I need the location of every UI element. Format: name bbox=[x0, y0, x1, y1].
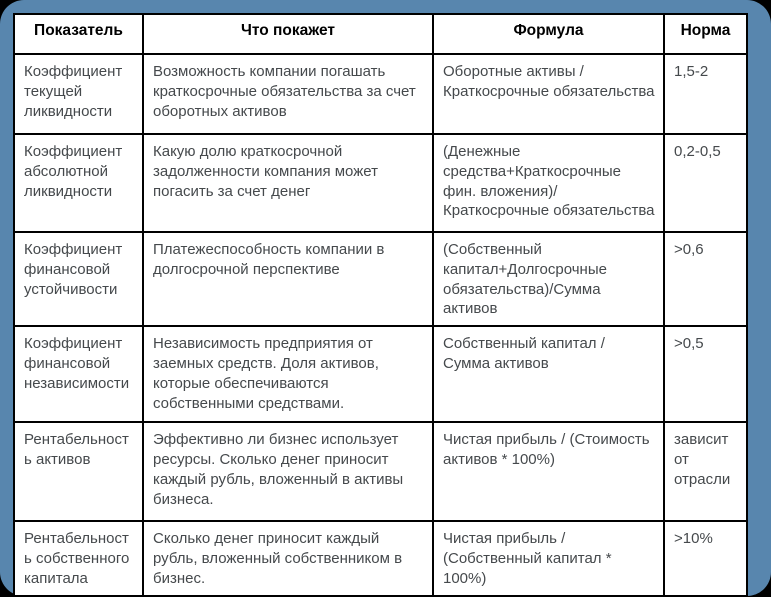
cell-norm: >0,5 bbox=[664, 326, 747, 422]
cell-shows: Независимость предприятия от заемных средств. Доля активов, которые обеспечиваются собственными средствами. bbox=[143, 326, 433, 422]
column-header-shows: Что покажет bbox=[143, 14, 433, 54]
column-header-formula: Формула bbox=[433, 14, 664, 54]
cell-formula: (Собственный капитал+Долгосрочные обязательства)/Сумма активов bbox=[433, 232, 664, 326]
table-body bbox=[14, 54, 747, 596]
cell-formula: Собственный капитал / Сумма активов bbox=[433, 326, 664, 422]
table-row bbox=[14, 134, 747, 232]
header-row bbox=[14, 14, 747, 54]
cell-shows: Какую долю краткосрочной задолженности компания может погасить за счет денег bbox=[143, 134, 433, 232]
cell-norm: зависит от отрасли bbox=[664, 422, 747, 521]
cell-formula: Чистая прибыль / (Стоимость активов * 100%) bbox=[433, 422, 664, 521]
table-row bbox=[14, 422, 747, 521]
cell-norm: >10% bbox=[664, 521, 747, 595]
column-header-indicator: Показатель bbox=[14, 14, 143, 54]
table-row bbox=[14, 232, 747, 326]
cell-indicator: Коэффициент абсолютной ликвидности bbox=[14, 134, 143, 232]
cell-indicator: Коэффициент финансовой независимости bbox=[14, 326, 143, 422]
table-row bbox=[14, 521, 747, 595]
cell-norm: 1,5-2 bbox=[664, 54, 747, 134]
cell-shows: Платежеспособность компании в долгосрочной перспективе bbox=[143, 232, 433, 326]
cell-indicator: Рентабельность собственного капитала bbox=[14, 521, 143, 595]
cell-norm: >0,6 bbox=[664, 232, 747, 326]
cell-shows: Возможность компании погашать краткосрочные обязательства за счет оборотных активов bbox=[143, 54, 433, 134]
cell-indicator: Коэффициент текущей ликвидности bbox=[14, 54, 143, 134]
financial-ratios-table bbox=[13, 13, 748, 597]
table-container bbox=[13, 13, 748, 597]
cell-formula: (Денежные средства+Краткосрочные фин. вложения)/Краткосрочные обязательства bbox=[433, 134, 664, 232]
table-row bbox=[14, 326, 747, 422]
cell-norm: 0,2-0,5 bbox=[664, 134, 747, 232]
cell-formula: Оборотные активы / Краткосрочные обязательства bbox=[433, 54, 664, 134]
column-header-norm: Норма bbox=[664, 14, 747, 54]
cell-formula: Чистая прибыль / (Собственный капитал * 100%) bbox=[433, 521, 664, 595]
cell-indicator: Коэффициент финансовой устойчивости bbox=[14, 232, 143, 326]
cell-shows: Сколько денег приносит каждый рубль, вложенный собственником в бизнес. bbox=[143, 521, 433, 595]
cell-shows: Эффективно ли бизнес использует ресурсы. Сколько денег приносит каждый рубль, вложенный в активы бизнеса. bbox=[143, 422, 433, 521]
table-row bbox=[14, 54, 747, 134]
cell-indicator: Рентабельность активов bbox=[14, 422, 143, 521]
